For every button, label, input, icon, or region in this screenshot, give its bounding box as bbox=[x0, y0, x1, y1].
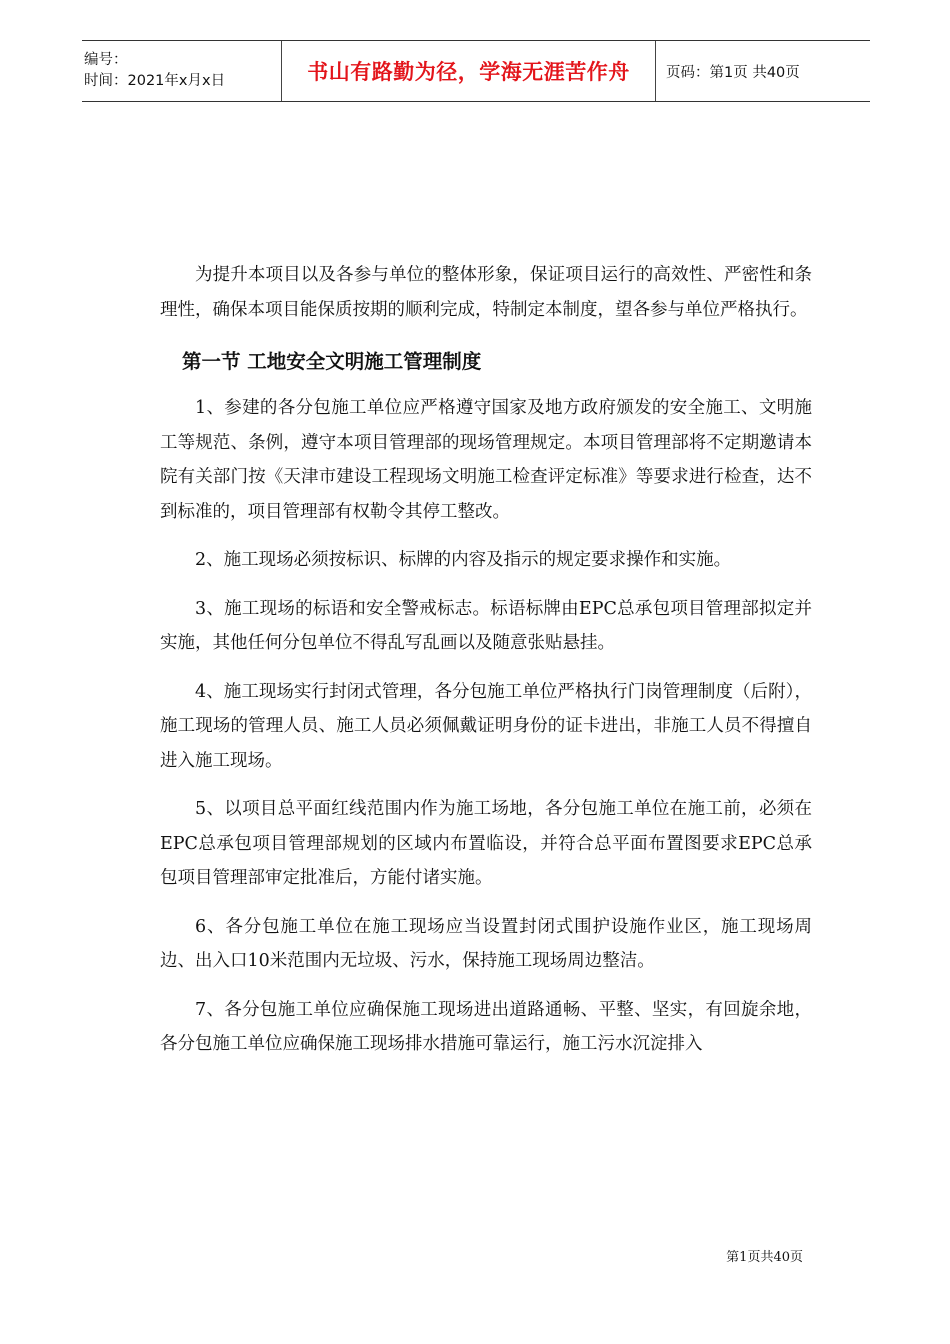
list-item: 2、施工现场必须按标识、标牌的内容及指示的规定要求操作和实施。 bbox=[195, 550, 732, 570]
page-footer: 第1页共40页 bbox=[726, 1250, 803, 1265]
list-item: 3、施工现场的标语和安全警戒标志。标语标牌由EPC总承包项目管理部拟定并实施，其他任何分包单位不得乱写乱画以及随意张贴悬挂。 bbox=[160, 598, 812, 653]
list-item: 1、参建的各分包施工单位应严格遵守国家及地方政府颁发的安全施工、文明施工等规范、条例，遵守本项目管理部的现场管理规定。本项目管理部将不定期邀请本院有关部门按《天津市建设工程现场文明施工检查评定标准》等要求进行检查，达不到标准的，项目管理部有权勒令其停工整改。 bbox=[160, 398, 812, 522]
header-meta bbox=[82, 41, 282, 101]
header-motto-cell bbox=[282, 41, 656, 101]
section-title: 第一节 工地安全文明施工管理制度 bbox=[182, 350, 482, 373]
list-item: 4、施工现场实行封闭式管理，各分包施工单位严格执行门岗管理制度（后附），施工现场的管理人员、施工人员必须佩戴证明身份的证卡进出，非施工人员不得擅自进入施工现场。 bbox=[160, 681, 812, 771]
document-body bbox=[160, 258, 812, 1062]
list-item: 5、以项目总平面红线范围内作为施工场地，各分包施工单位在施工前，必须在EPC总承包项目管理部规划的区域内布置临设，并符合总平面布置图要求EPC总承包项目管理部审定批准后，方能付诸实施。 bbox=[160, 799, 812, 888]
date-label: 时间：2021年x月x日 bbox=[84, 73, 226, 89]
header-page-label: 页码：第1页 共40页 bbox=[666, 64, 800, 81]
page-header bbox=[82, 40, 870, 102]
intro-paragraph: 为提升本项目以及各参与单位的整体形象，保证项目运行的高效性、严密性和条理性，确保本项目能保质按期的顺利完成，特制定本制度，望各参与单位严格执行。 bbox=[160, 265, 812, 320]
serial-label: 编号： bbox=[84, 52, 128, 68]
header-motto: 书山有路勤为径，学海无涯苦作舟 bbox=[307, 60, 630, 84]
list-item: 6、各分包施工单位在施工现场应当设置封闭式围护设施作业区，施工现场周边、出入口10米范围内无垃圾、污水，保持施工现场周边整洁。 bbox=[160, 916, 812, 971]
header-page-cell bbox=[656, 41, 870, 101]
list-item: 7、各分包施工单位应确保施工现场进出道路通畅、平整、坚实，有回旋余地，各分包施工单位应确保施工现场排水措施可靠运行，施工污水沉淀排入 bbox=[160, 999, 812, 1054]
